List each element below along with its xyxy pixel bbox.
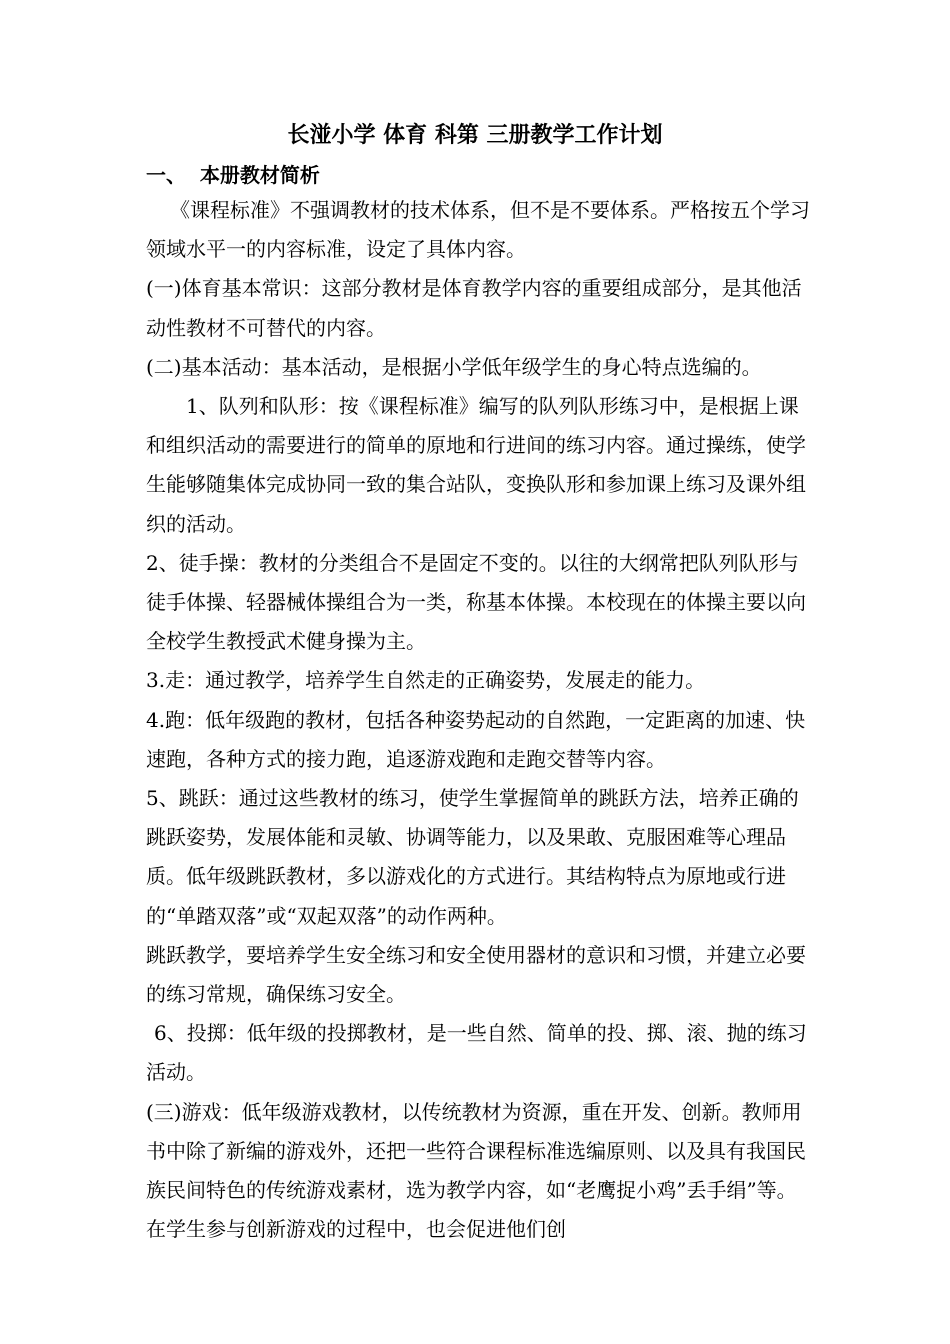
paragraph-basic-knowledge: (一)体育基本常识：这部分教材是体育教学内容的重要组成部分，是其他活动性教材不可替代的内容。 xyxy=(146,276,802,340)
paragraph-running: 4.跑：低年级跑的教材，包括各种姿势起动的自然跑，一定距离的加速、快速跑，各种方式的接力跑，追逐游戏跑和走跑交替等内容。 xyxy=(146,707,806,771)
paragraph-walking: 3.走：通过教学，培养学生自然走的正确姿势，发展走的能力。 xyxy=(146,668,706,693)
paragraph-throwing: 6、投掷：低年级的投掷教材，是一些自然、简单的投、掷、滚、抛的练习活动。 xyxy=(146,1021,807,1085)
document-body xyxy=(146,191,816,1249)
paragraph-basic-activity: (二)基本活动：基本活动，是根据小学低年级学生的身心特点选编的。 xyxy=(146,354,762,379)
paragraph-formation: 1、队列和队形：按《课程标准》编写的队列队形练习中，是根据上课和组织活动的需要进行的简单的原地和行进间的练习内容。通过操练，使学生能够随集体完成协同一致的集合站队，变换队形和参加课上练习及课外组织的活动。 xyxy=(146,394,806,536)
paragraph-intro: 《课程标准》不强调教材的技术体系，但不是不要体系。严格按五个学习领域水平一的内容标准，设定了具体内容。 xyxy=(146,198,810,262)
paragraph-freehand-exercise: 2、徒手操：教材的分类组合不是固定不变的。以往的大纲常把队列队形与徒手体操、轻器械体操组合为一类，称基本体操。本校现在的体操主要以向全校学生教授武术健身操为主。 xyxy=(146,550,806,654)
document-title: 长湴小学 体育 科第 三册教学工作计划 xyxy=(287,123,663,148)
paragraph-games: (三)游戏：低年级游戏教材，以传统教材为资源，重在开发、创新。教师用书中除了新编的游戏外，还把一些符合课程标准选编原则、以及具有我国民族民间特色的传统游戏素材，选为教学内容，如“老鹰捉小鸡”丢手绢”等。在学生参与创新游戏的过程中，也会促进他们创 xyxy=(146,1099,806,1242)
section-heading: 一、 本册教材简析 xyxy=(146,163,320,187)
paragraph-jumping: 5、跳跃：通过这些教材的练习，使学生掌握简单的跳跃方法，培养正确的跳跃姿势，发展体能和灵敏、协调等能力，以及果敢、克服困难等心理品质。低年级跳跃教材，多以游戏化的方式进行。其结构特点为原地或行进的“单踏双落”或“双起双落”的动作两种。 xyxy=(146,786,799,928)
paragraph-jumping-safety: 跳跃教学，要培养学生安全练习和安全使用器材的意识和习惯，并建立必要的练习常规，确保练习安全。 xyxy=(146,942,806,1007)
